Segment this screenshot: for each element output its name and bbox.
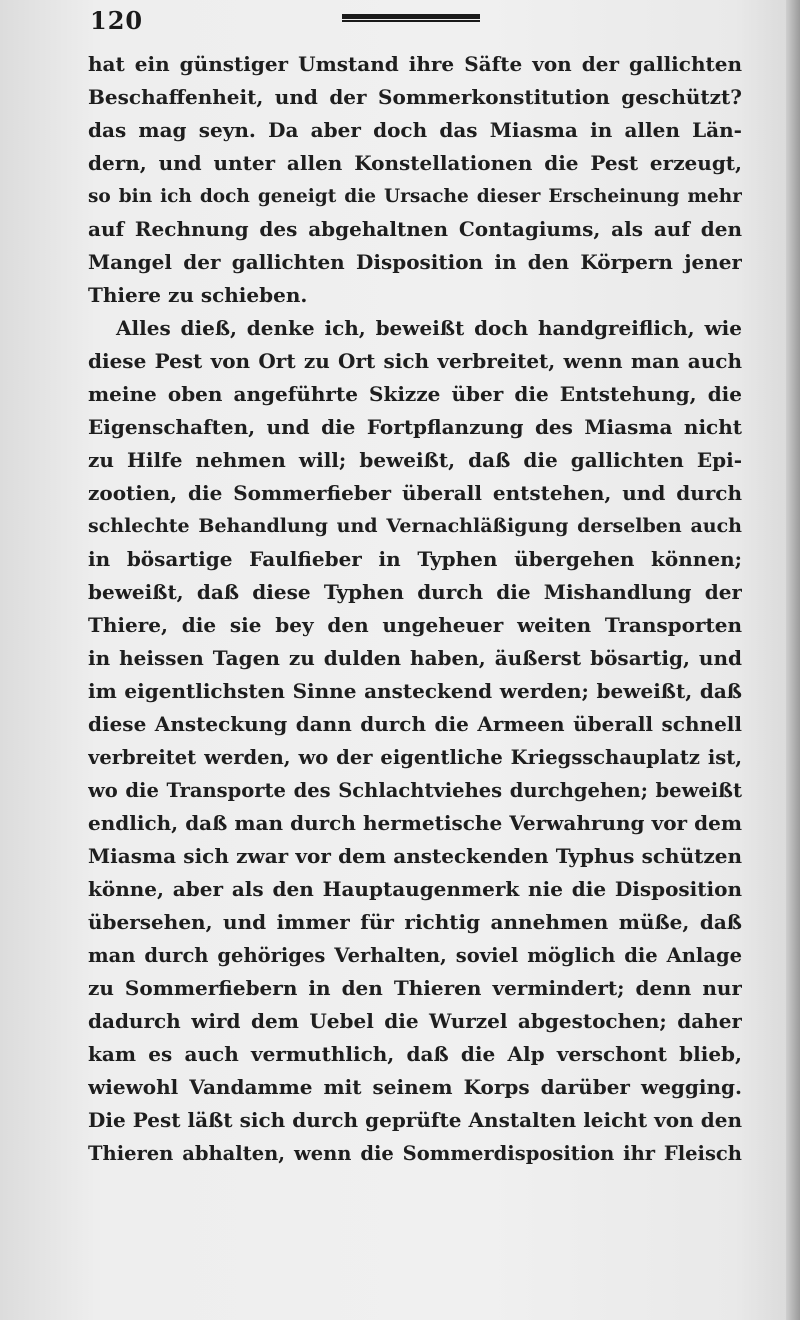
text-line: hat ein günstiger Umstand ihre Säfte von der gallichten — [88, 52, 742, 76]
text-line: Die Pest läßt sich durch geprüfte Anstalten leicht von den — [88, 1108, 742, 1132]
text-line: beweißt, daß diese Typhen durch die Mishandlung der — [88, 580, 742, 604]
text-line: man durch gehöriges Verhalten, soviel möglich die Anlage — [88, 944, 742, 967]
text-line: wo die Transporte des Schlachtviehes durchgehen; beweißt — [88, 779, 742, 802]
page-number: 120 — [90, 6, 144, 35]
text-line: übersehen, und immer für richtig annehmen müße, daß — [88, 910, 742, 934]
text-line: diese Ansteckung dann durch die Armeen überall schnell — [88, 712, 742, 736]
text-line: schlechte Behandlung und Vernachläßigung derselben auch — [88, 515, 742, 537]
text-line-paragraph-start: Alles dieß, denke ich, beweißt doch handgreiflich, wie — [116, 316, 742, 340]
text-line: im eigentlichsten Sinne ansteckend werden; beweißt, daß — [88, 679, 742, 703]
text-line: in heissen Tagen zu dulden haben, äußerst bösartig, und — [88, 646, 742, 670]
text-line: wiewohl Vandamme mit seinem Korps darüber wegging. — [88, 1075, 742, 1099]
page-edge-shadow — [786, 0, 800, 1320]
text-line: in bösartige Faulfieber in Typhen übergehen können; — [88, 547, 742, 571]
text-line: Thieren abhalten, wenn die Sommerdisposition ihr Fleisch — [88, 1142, 742, 1165]
text-line: meine oben angeführte Skizze über die Entstehung, die — [88, 382, 742, 406]
text-line: verbreitet werden, wo der eigentliche Kriegsschauplatz ist, — [88, 746, 742, 769]
text-line: das mag seyn. Da aber doch das Miasma in allen Län- — [88, 118, 742, 142]
text-line: zu Hilfe nehmen will; beweißt, daß die gallichten Epi- — [88, 448, 742, 472]
text-line: diese Pest von Ort zu Ort sich verbreitet, wenn man auch — [88, 349, 742, 373]
text-line: Miasma sich zwar vor dem ansteckenden Typhus schützen — [88, 844, 742, 868]
text-line: könne, aber als den Hauptaugenmerk nie die Disposition — [88, 877, 742, 901]
text-line-paragraph-end: Thiere zu schieben. — [88, 283, 308, 307]
text-line: Beschaffenheit, und der Sommerkonstitution geschützt? — [88, 85, 742, 109]
text-line: dadurch wird dem Uebel die Wurzel abgestochen; daher — [88, 1009, 742, 1033]
text-line: Eigenschaften, und die Fortpflanzung des Miasma nicht — [88, 415, 742, 439]
text-line: auf Rechnung des abgehaltnen Contagiums, als auf den — [88, 217, 742, 241]
text-line: dern, und unter allen Konstellationen die Pest erzeugt, — [88, 151, 742, 175]
text-line: zootien, die Sommerfieber überall entstehen, und durch — [88, 481, 742, 505]
text-line: Mangel der gallichten Disposition in den Körpern jener — [88, 250, 742, 274]
text-line: kam es auch vermuthlich, daß die Alp verschont blieb, — [88, 1042, 742, 1066]
text-line: so bin ich doch geneigt die Ursache dieser Erscheinung mehr — [88, 186, 742, 207]
text-line: zu Sommerfiebern in den Thieren vermindert; denn nur — [88, 976, 742, 1000]
text-line: endlich, daß man durch hermetische Verwahrung vor dem — [88, 811, 742, 835]
text-line: Thiere, die sie bey den ungeheuer weiten Transporten — [88, 613, 742, 637]
header-rule — [342, 14, 480, 22]
body-text — [88, 48, 742, 1170]
